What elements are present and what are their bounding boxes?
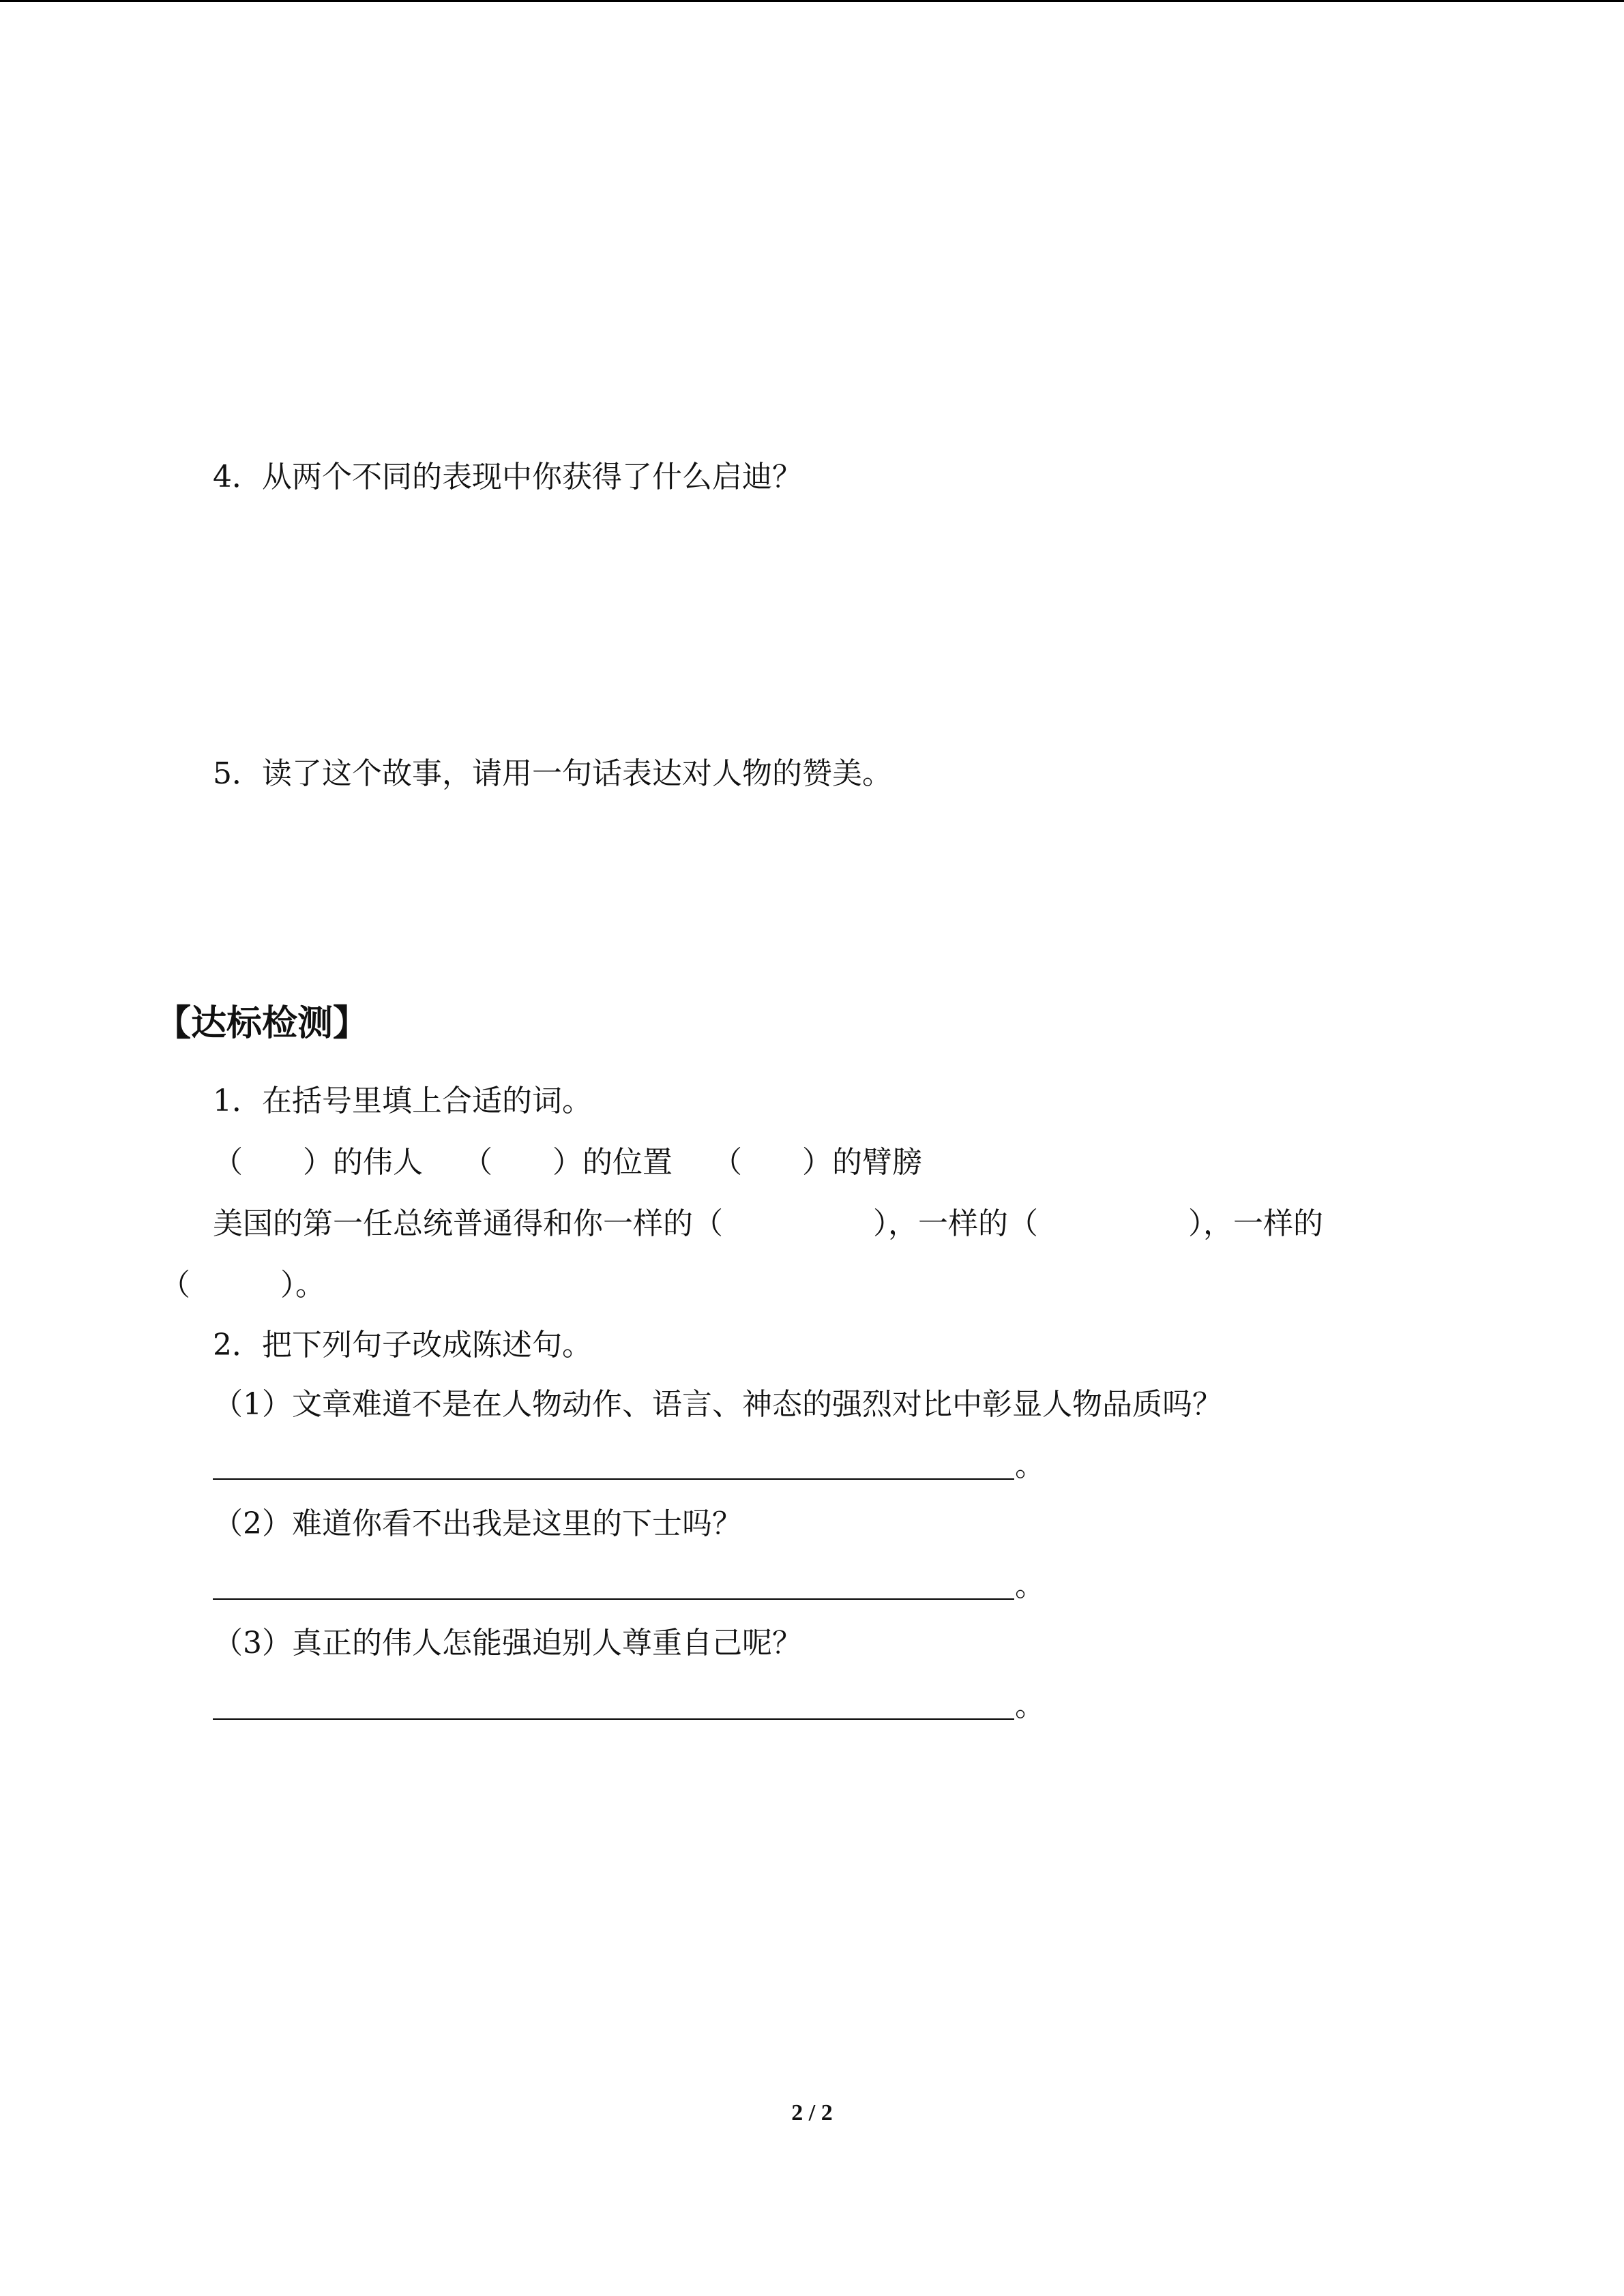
exercise-2-item-1: （1）文章难道不是在人物动作、语言、神态的强烈对比中彰显人物品质吗？ <box>213 1387 1222 1422</box>
answer-line-2[interactable] <box>213 1598 1014 1600</box>
exercise-1-prompt: 1．在括号里填上合适的词。 <box>213 1084 592 1118</box>
top-border-rule <box>0 0 1624 2</box>
reading-question-5: 5．读了这个故事，请用一句话表达对人物的赞美。 <box>213 756 892 791</box>
answer-line-1-period: 。 <box>1015 1448 1045 1483</box>
page-number: 2 / 2 <box>791 2100 833 2126</box>
exercise-2-item-3: （3）真正的伟人怎能强迫别人尊重自己呢？ <box>213 1626 802 1660</box>
answer-line-3-period: 。 <box>1015 1688 1045 1723</box>
answer-line-3[interactable] <box>213 1718 1014 1720</box>
exercise-2-item-2: （2）难道你看不出我是这里的下士吗？ <box>213 1506 742 1541</box>
reading-question-4: 4．从两个不同的表现中你获得了什么启迪？ <box>213 460 802 494</box>
exercise-2-prompt: 2．把下列句子改成陈述句。 <box>213 1328 592 1362</box>
exercise-1-phrases: （ ）的伟人 （ ）的位置 （ ）的臂膀 <box>213 1145 922 1180</box>
answer-line-1[interactable] <box>213 1478 1014 1480</box>
exercise-1-sentence-line-1: 美国的第一任总统普通得和你一样的（ ），一样的（ ），一样的 <box>213 1206 1323 1241</box>
exercise-1-sentence-line-2: （ ）。 <box>160 1268 325 1302</box>
answer-line-2-period: 。 <box>1015 1568 1045 1603</box>
section-heading: 【达标检测】 <box>156 1003 369 1044</box>
